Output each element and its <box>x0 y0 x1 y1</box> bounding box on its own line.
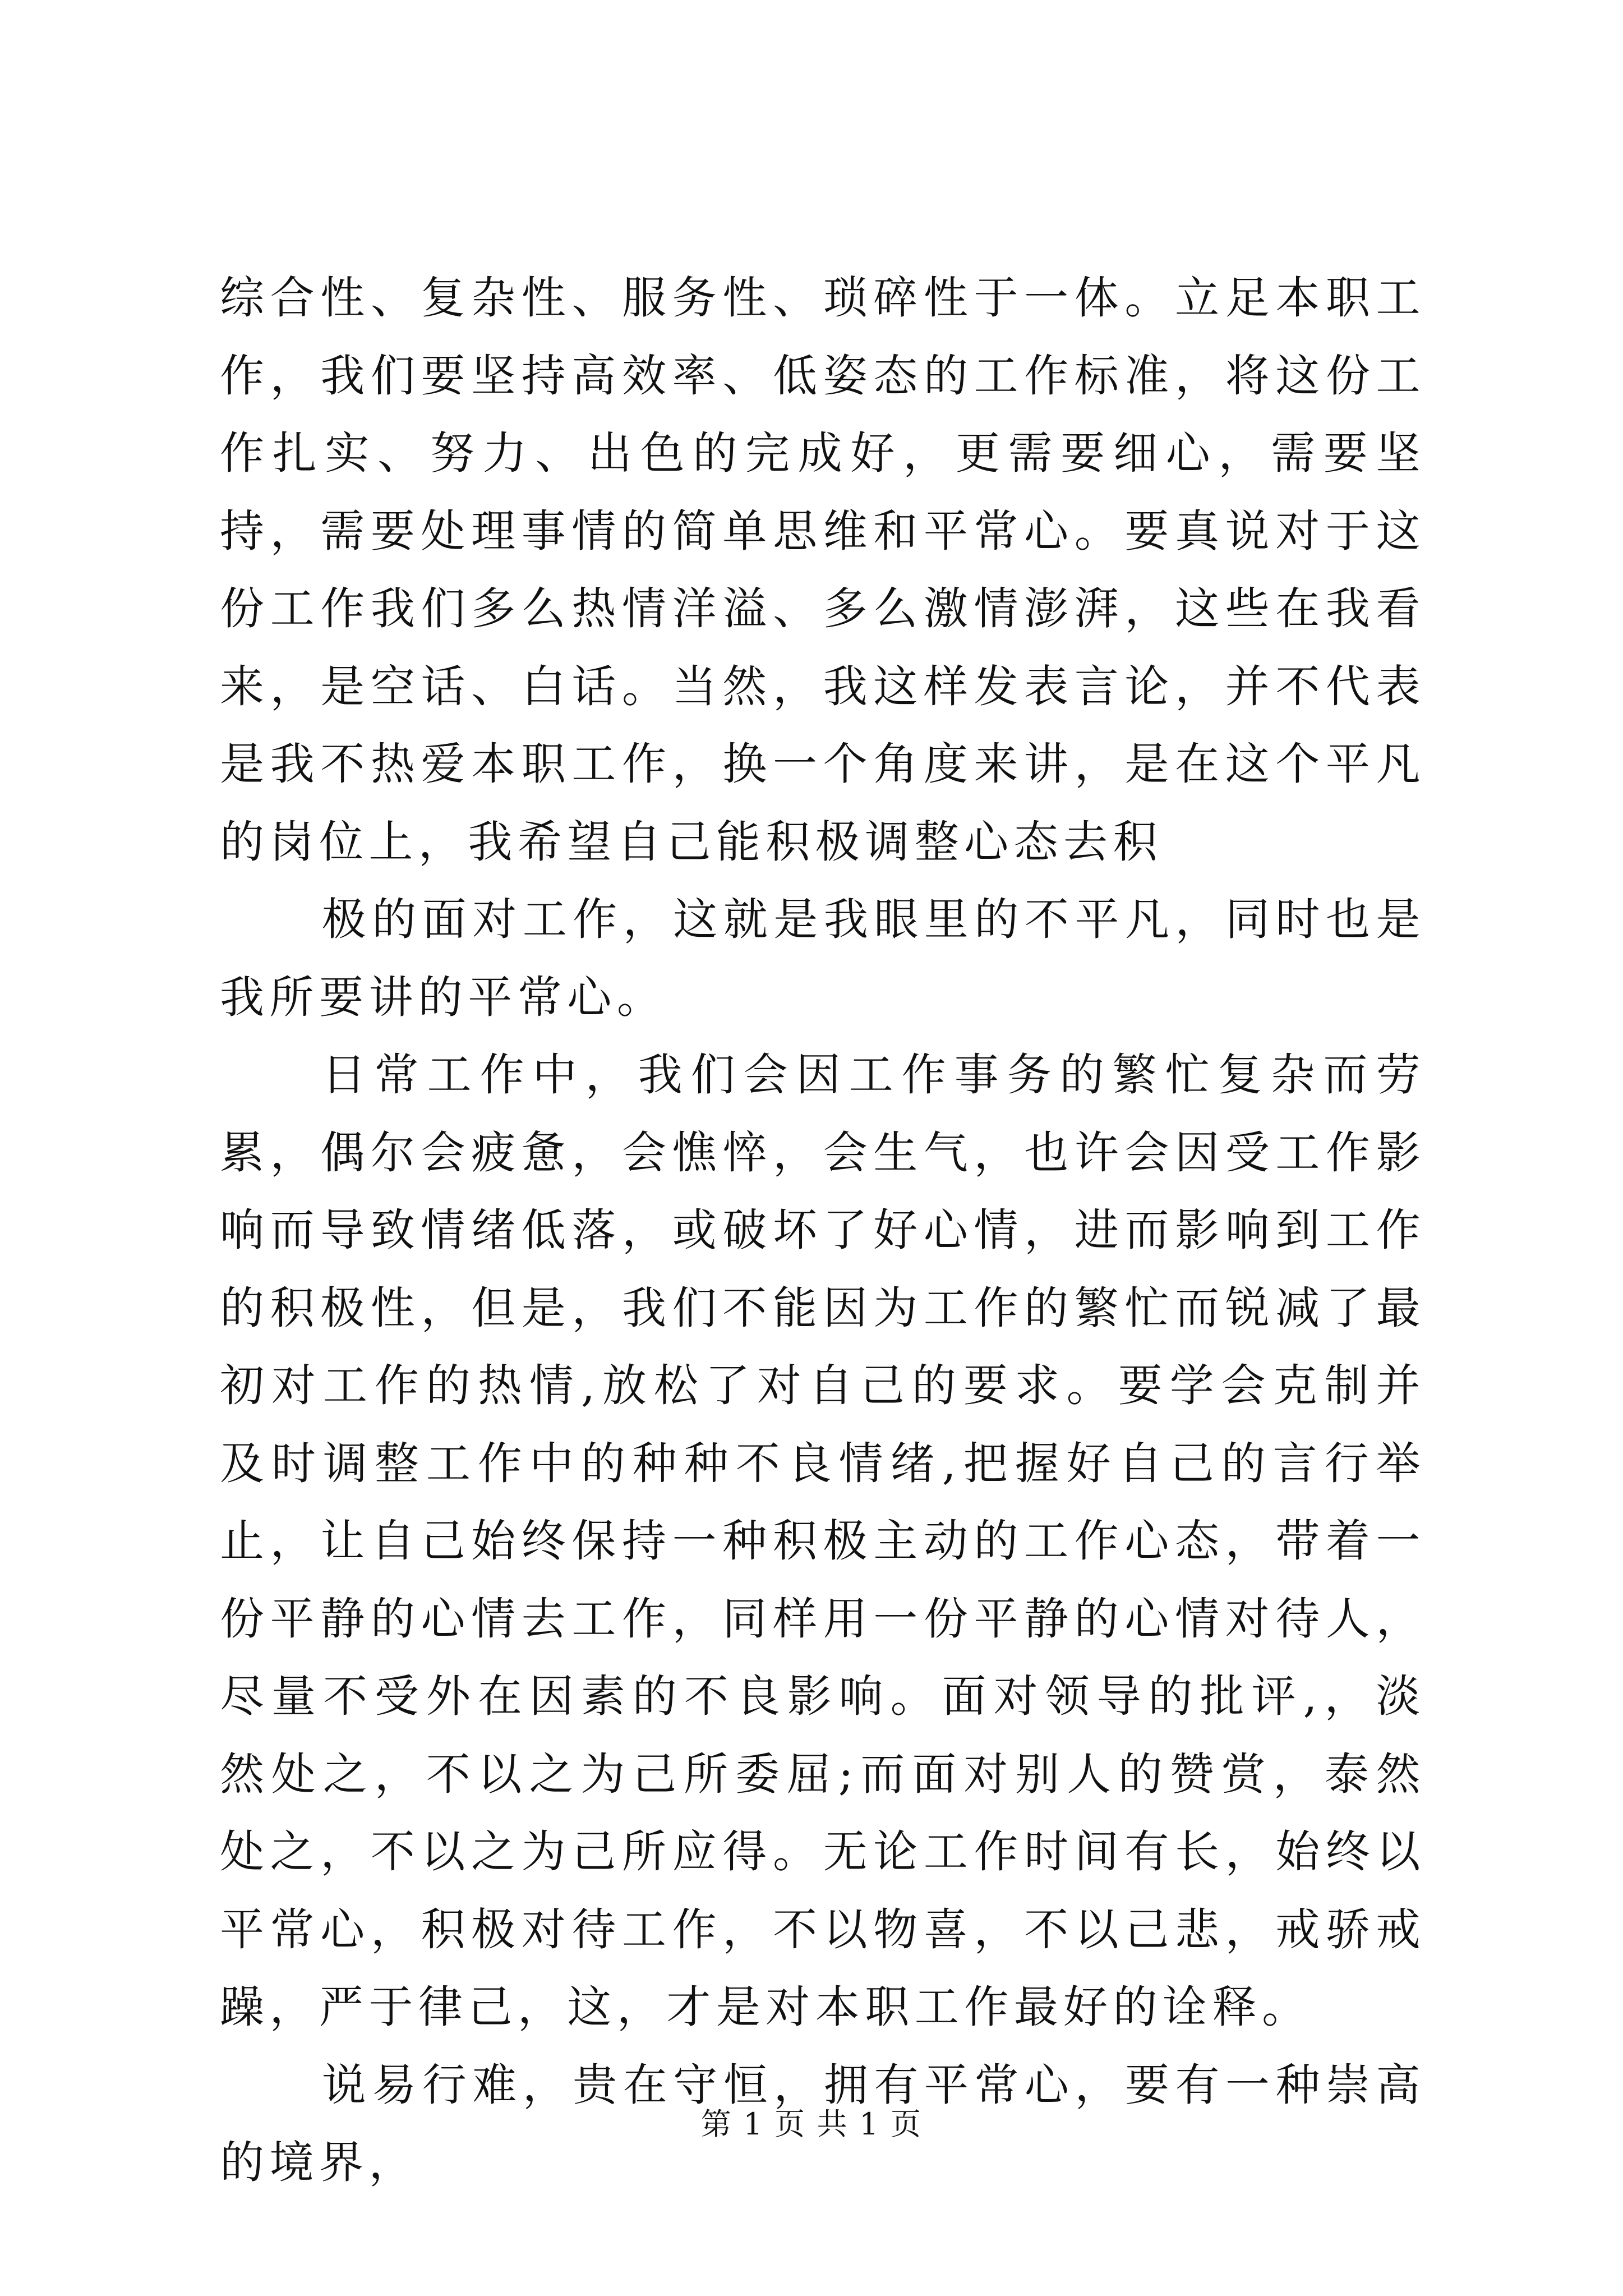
paragraph: 日常工作中，我们会因工作事务的繁忙复杂而劳累，偶尔会疲惫，会憔悴，会生气，也许会因受工作影响而导致情绪低落，或破坏了好心情，进而影响到工作的积极性，但是，我们不能因为工作的繁忙而锐减了最初对工作的热情,放松了对自己的要求。要学会克制并及时调整工作中的种种不良情绪,把握好自己的言行举止，让自己始终保持一种积极主动的工作心态，带着一份平静的心情去工作，同样用一份平静的心情对待人，尽量不受外在因素的不良影响。面对领导的批评,，淡然处之，不以之为己所委屈;而面对别人的赞赏，泰然处之，不以之为己所应得。无论工作时间有长，始终以平常心，积极对待工作，不以物喜，不以己悲，戒骄戒躁，严于律己，这，才是对本职工作最好的诠释。 <box>220 1049 1426 2033</box>
paragraph: 综合性、复杂性、服务性、琐碎性于一体。立足本职工作，我们要坚持高效率、低姿态的工作标准，将这份工作扎实、努力、出色的完成好，更需要细心，需要坚持，需要处理事情的简单思维和平常心。要真说对于这份工作我们多么热情洋溢、多么激情澎湃，这些在我看来，是空话、白话。当然，我这样发表言论，并不代表是我不热爱本职工作，换一个角度来讲，是在这个平凡的岗位上，我希望自己能积极调整心态去积 <box>220 272 1426 868</box>
paragraph: 极的面对工作，这就是我眼里的不平凡，同时也是我所要讲的平常心。 <box>220 894 1426 1023</box>
page-footer: 第 1 页 共 1 页 <box>700 2106 923 2142</box>
body-text <box>220 259 1426 2202</box>
paragraph: 说易行难，贵在守恒，拥有平常心，要有一种崇高的境界， <box>220 2059 1426 2188</box>
